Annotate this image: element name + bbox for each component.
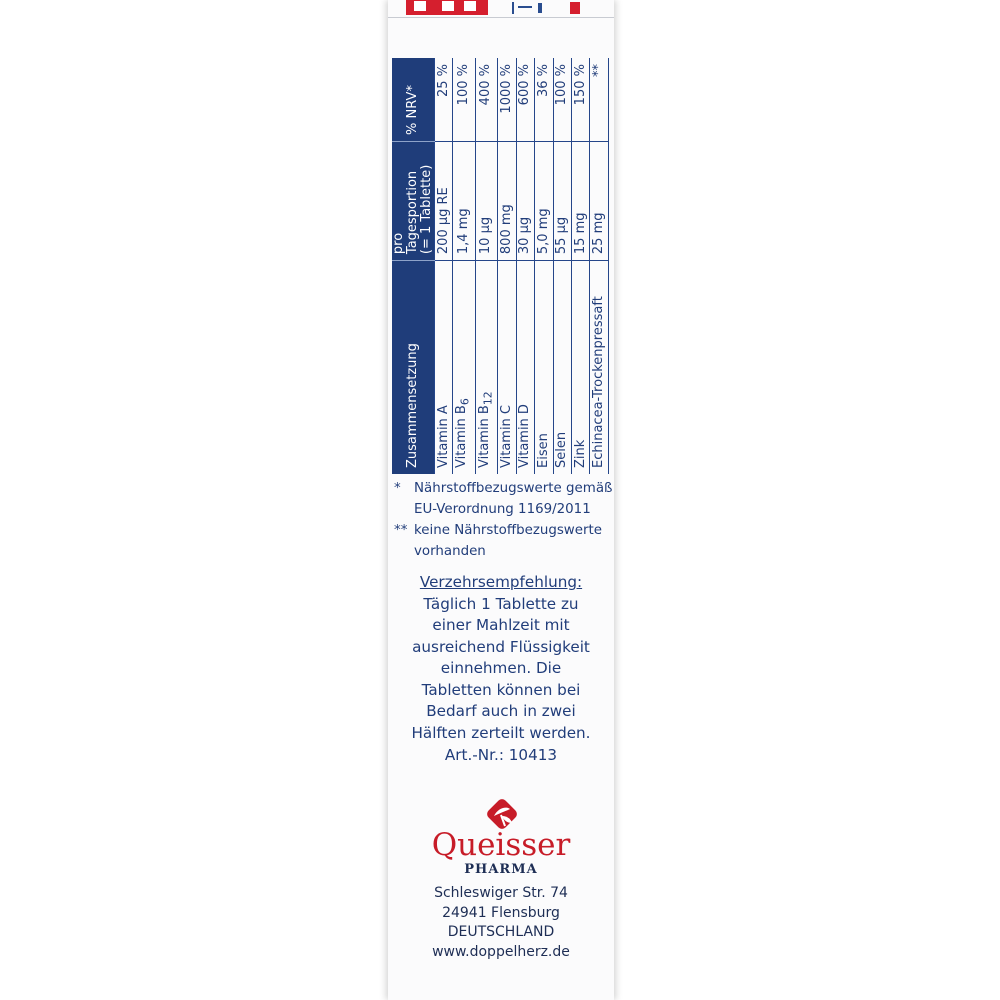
nutrition-table-header — [392, 58, 435, 474]
brand-subtitle: PHARMA — [464, 862, 538, 877]
nutrient-nrv: 25 % — [435, 58, 453, 141]
nutrient-name: Vitamin A — [435, 261, 453, 474]
nutrient-nrv: 100 % — [553, 58, 571, 141]
dosage-line: Täglich 1 Tablette zu — [423, 594, 579, 613]
nutrient-amount: 200 µg RE — [435, 141, 453, 260]
nutrient-amount: 800 mg — [498, 141, 516, 260]
dosage-line: Tabletten können bei — [421, 680, 581, 699]
dosage-heading: Verzehrsempfehlung: — [419, 573, 583, 591]
nutrient-nrv: ** — [590, 58, 609, 141]
top-edge-blue-mark — [512, 2, 514, 14]
nutrition-table-rotated — [392, 58, 609, 474]
nutrient-nrv: 150 % — [571, 58, 589, 141]
nutrient-amount: 25 mg — [590, 141, 609, 260]
nutrition-table — [392, 58, 609, 474]
nutrient-nrv: 36 % — [535, 58, 553, 141]
nutrient-amount: 55 µg — [553, 141, 571, 260]
address-block — [388, 884, 614, 962]
website-link[interactable]: www.doppelherz.de — [432, 943, 570, 960]
nutrient-name — [453, 261, 475, 474]
product-package-side-panel — [388, 0, 614, 1000]
dosage-recommendation — [388, 572, 614, 744]
table-row — [553, 58, 571, 474]
nutrient-amount: 5,0 mg — [535, 141, 553, 260]
nutrient-nrv: 600 % — [516, 58, 534, 141]
table-row — [590, 58, 609, 474]
table-row — [498, 58, 516, 474]
footnote-line: keine Nährstoffbezugswerte — [414, 523, 602, 538]
table-row — [571, 58, 589, 474]
nutrient-amount: 1,4 mg — [453, 141, 475, 260]
dosage-line: Bedarf auch in zwei — [426, 702, 576, 720]
dosage-line: einer Mahlzeit mit — [432, 616, 570, 634]
nutrient-subscript: 12 — [481, 391, 495, 406]
footnote-line: EU-Verordnung 1169/2011 — [414, 502, 591, 517]
package-top-edge — [388, 0, 614, 20]
footnotes — [394, 478, 613, 562]
table-row — [435, 58, 453, 474]
header-per-serving-line1: pro Tagesportion — [391, 170, 420, 255]
top-edge-blue-mark — [518, 6, 532, 8]
nutrient-name-text: Vitamin B — [454, 405, 470, 468]
header-per-serving-line2: (= 1 Tablette) — [419, 164, 434, 255]
footnote-text — [414, 520, 608, 562]
top-edge-blue-mark — [538, 3, 542, 13]
nutrient-name: Zink — [571, 261, 589, 474]
table-row — [535, 58, 553, 474]
footnote-mark: * — [394, 481, 401, 496]
top-edge-red-mark — [570, 2, 580, 14]
table-row — [453, 58, 475, 474]
top-edge-divider — [388, 17, 614, 18]
table-row — [516, 58, 534, 474]
nutrient-name-text: Vitamin B — [476, 405, 492, 468]
nutrient-amount: 10 µg — [475, 141, 497, 260]
table-row — [475, 58, 497, 474]
nutrient-name: Vitamin C — [498, 261, 516, 474]
address-street: Schleswiger Str. 74 — [434, 885, 568, 901]
nutrient-name: Vitamin D — [516, 261, 534, 474]
header-composition: Zusammensetzung — [392, 261, 435, 474]
header-nrv: % NRV* — [392, 58, 435, 141]
dosage-line: Hälften zerteilt werden. — [411, 723, 591, 742]
nutrient-nrv: 400 % — [475, 58, 497, 141]
brand-name: Queisser — [431, 827, 571, 863]
footnote-mark: ** — [394, 523, 408, 538]
nutrient-subscript: 6 — [458, 398, 472, 406]
footnote — [394, 520, 608, 562]
nutrient-name: Echinacea-Trockenpressaft — [590, 261, 609, 474]
address-city: 24941 Flensburg — [442, 904, 560, 921]
nutrient-name: Eisen — [535, 261, 553, 474]
footnote-text — [414, 478, 612, 520]
footnote-line: Nährstoffbezugswerte gemäß — [414, 481, 613, 496]
nutrient-name: Selen — [553, 261, 571, 474]
header-per-serving — [392, 141, 435, 260]
nutrient-nrv: 1000 % — [498, 58, 516, 141]
top-edge-red-print — [406, 0, 488, 15]
nutrient-amount: 30 µg — [516, 141, 534, 260]
nutrient-name — [475, 261, 497, 474]
footnote — [394, 478, 613, 520]
address-country: DEUTSCHLAND — [447, 924, 555, 940]
dosage-line: einnehmen. Die — [440, 659, 562, 677]
nutrient-amount: 15 mg — [571, 141, 589, 260]
dosage-line: ausreichend Flüssigkeit — [412, 637, 590, 656]
article-number: Art.-Nr.: 10413 — [444, 746, 558, 764]
nutrient-nrv: 100 % — [453, 58, 475, 141]
footnote-line: vorhanden — [414, 544, 486, 559]
